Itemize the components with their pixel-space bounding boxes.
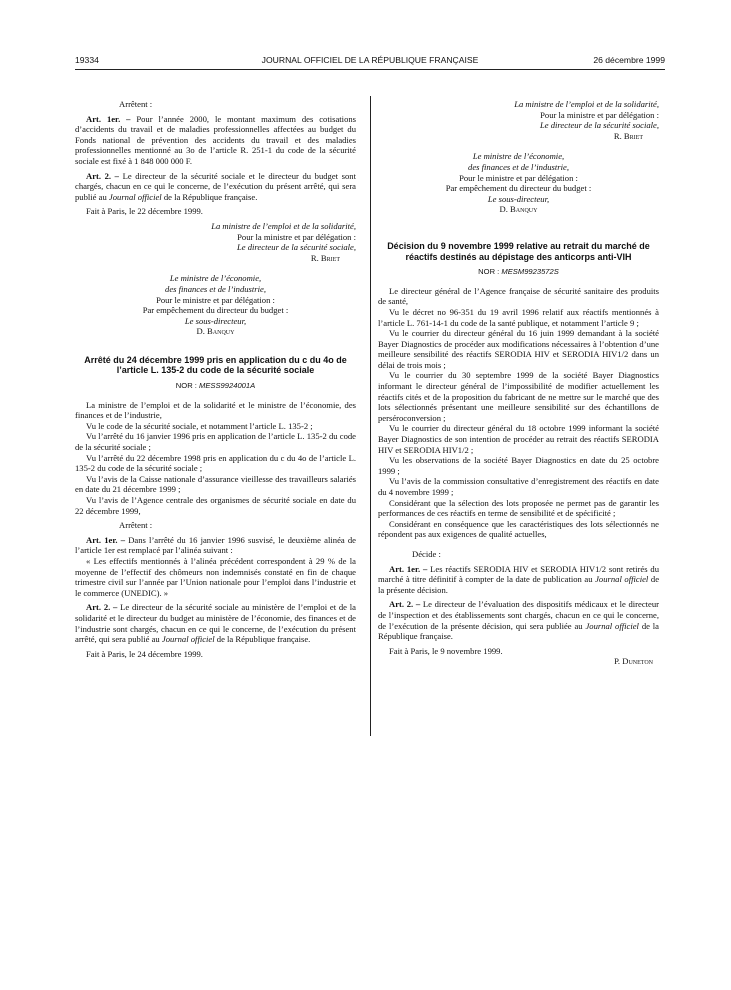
visa: Vu le courrier du directeur général du 16 juin 1999 demandant à la société Bayer Diagnostics de procéder aux modifications nécessaires à l’obtention d’une meilleure sensibilité des réactifs SERODIA HIV et SERODIA HIV1/2 dans un délai de trois mois ; bbox=[378, 328, 659, 370]
signing-place-date: Fait à Paris, le 24 décembre 1999. bbox=[86, 648, 203, 659]
article-text: Le directeur de la sécurité sociale au ministère de l’emploi et de la solidarité et le directeur du budget au ministère de l’économie, des finances et de l’industrie sont chargés, chacun en ce qui le concerne, de l’exécution du présent arrêté, qui sera publié au bbox=[75, 602, 356, 645]
article-text: de la République française. bbox=[378, 620, 659, 642]
considerant: Considérant que la sélection des lots proposée ne permet pas de garantir les performances de ces réactifs en terme de sensibilité et de spécificité ; bbox=[378, 497, 659, 519]
preamble: La ministre de l’emploi et de la solidarité et le ministre de l’économie, des finances et de l’industrie, bbox=[75, 399, 356, 421]
signatory-name: R. Briet bbox=[613, 130, 643, 141]
signatory-title: Le ministre de l’économie, bbox=[169, 273, 262, 284]
signatory-title: des finances et de l’industrie, bbox=[468, 161, 569, 172]
decide-heading: Décide : bbox=[412, 548, 441, 559]
page-header bbox=[75, 55, 665, 69]
article-text: de la République française. bbox=[216, 634, 311, 645]
article-text: de la République française. bbox=[163, 191, 258, 202]
article-text: Pour l’année 2000, le montant maximum des cotisations d’accidents du travail et de maladies professionnelles affectées au budget du Fonds national de prévention des accidents du travail et des maladies professionnelles mentionné au 3o de l’article R. 251-1 du code de la sécurité sociale est fixé à 1 848 000 000 F. bbox=[75, 113, 357, 166]
signatory-role: Le directeur de la sécurité sociale, bbox=[236, 242, 356, 253]
article-text: Dans l’arrêté du 16 janvier 1996 susvisé, le deuxième alinéa de l’article 1er est remplacé par l’alinéa suivant : bbox=[75, 534, 356, 556]
article-label: Art. 2. – bbox=[86, 602, 118, 613]
journal-officiel-ref: Journal officiel bbox=[108, 191, 162, 202]
signature-block-economie bbox=[75, 273, 356, 337]
visa: Vu le courrier du directeur général du 18 octobre 1999 informant la société Bayer Diagnostics de son intention de procéder au retrait des réactifs SERODIA HIV et SERODIA HIV1/2 ; bbox=[378, 423, 659, 455]
issue-date: 26 décembre 1999 bbox=[593, 55, 665, 65]
signatory-role: Le sous-directeur, bbox=[184, 315, 247, 326]
visa: Vu l’avis de la Caisse nationale d’assurance vieillesse des travailleurs salariés en date du 21 décembre 1999 ; bbox=[75, 473, 356, 495]
delegation-line: Pour le ministre et par délégation : bbox=[156, 294, 275, 305]
article-text: Le directeur de l’évaluation des dispositifs médicaux et le directeur de l’inspection et des établissements sont chargés, chacun en ce qui le concerne, de l’exécution de la présente décision, qui sera publiée au bbox=[378, 599, 659, 631]
visa: Vu l’avis de la commission consultative d’enregistrement des réactifs en date du 4 novembre 1999 ; bbox=[378, 476, 659, 497]
article-label: Art. 2. – bbox=[389, 599, 421, 610]
article-2 bbox=[378, 599, 659, 641]
delegation-line: Par empêchement du directeur du budget : bbox=[142, 305, 289, 316]
quoted-paragraph: « Les effectifs mentionnés à l’alinéa précédent correspondent à 29 % de la moyenne de l’effectif des chômeurs non indemnisés constaté en fin de chaque trimestre civil sur l’année par l’Union nationale pour l’emploi dans l’industrie et le commerce (UNEDIC). » bbox=[75, 555, 356, 598]
signatory-title: Le ministre de l’économie, bbox=[472, 151, 565, 162]
article-2 bbox=[75, 171, 356, 203]
journal-officiel-ref: Journal officiel bbox=[161, 634, 215, 645]
signatory-role: Le directeur de la sécurité sociale, bbox=[539, 120, 659, 131]
article-label: Art. 1er. – bbox=[389, 563, 428, 574]
signatory-name: P. Duneton bbox=[614, 656, 653, 667]
arrete-title: Arrêté du 24 décembre 1999 pris en application du c du 4o de l’article L. 135-2 du code de la sécurité sociale bbox=[84, 354, 347, 376]
signatory-name: D. Banquy bbox=[499, 204, 538, 215]
delegation-line: Pour la ministre et par délégation : bbox=[540, 109, 659, 120]
signing-place-date: Fait à Paris, le 22 décembre 1999. bbox=[86, 206, 203, 217]
article-label: Art. 1er. – bbox=[86, 534, 125, 545]
left-column bbox=[75, 99, 356, 659]
article-1 bbox=[75, 114, 356, 167]
signatory-name: R. Briet bbox=[310, 252, 340, 263]
article-text: Le directeur de la sécurité sociale et le directeur du budget sont chargés, chacun en ce qui le concerne, de l’exécution du présent arrêté, qui sera publié au bbox=[75, 170, 356, 202]
article-1 bbox=[75, 535, 356, 556]
visa: Vu les observations de la société Bayer Diagnostics en date du 25 octobre 1999 ; bbox=[378, 455, 659, 476]
visa: Vu le courrier du 30 septembre 1999 de la société Bayer Diagnostics informant le directeur général de l’impossibilité de modifier actuellement les réactifs cités et de la proposition du fabricant de ne mettre sur le marché que des lots sélectionnés présentant une meilleure sensibilité sur des échantillons de perséroconversion ; bbox=[378, 370, 659, 423]
header-rule bbox=[75, 69, 665, 70]
journal-title: JOURNAL OFFICIEL DE LA RÉPUBLIQUE FRANÇAISE bbox=[261, 55, 479, 65]
visa: Vu le décret no 96-351 du 19 avril 1996 relatif aux réactifs mentionnés à l’article L. 761-14-1 du code de la santé publique, et notamment l’article 9 ; bbox=[378, 306, 659, 328]
visa: Vu l’arrêté du 22 décembre 1998 pris en application du c du 4o de l’article L. 135-2 du code de la sécurité sociale ; bbox=[75, 452, 356, 474]
signature-block-emploi bbox=[75, 221, 356, 263]
delegation-line: Par empêchement du directeur du budget : bbox=[445, 183, 592, 194]
nor-code: MESS9924001A bbox=[199, 381, 256, 391]
delegation-line: Pour la ministre et par délégation : bbox=[237, 231, 356, 242]
journal-officiel-ref: Journal officiel bbox=[585, 620, 639, 631]
signatory-role: Le sous-directeur, bbox=[487, 193, 550, 204]
decision-title: Décision du 9 novembre 1999 relative au retrait du marché de réactifs destinés au dépistage des anticorps anti-VIH bbox=[387, 240, 650, 262]
article-label: Art. 2. – bbox=[86, 170, 119, 181]
arretent-heading: Arrêtent : bbox=[119, 99, 153, 109]
article-label: Art. 1er. – bbox=[86, 113, 131, 124]
signatory-title: des finances et de l’industrie, bbox=[165, 283, 266, 294]
nor-reference bbox=[75, 381, 356, 392]
column-divider bbox=[370, 96, 371, 736]
arretent-heading: Arrêtent : bbox=[119, 520, 153, 531]
signatory-title: La ministre de l’emploi et de la solidarité, bbox=[514, 99, 659, 109]
article-1 bbox=[378, 564, 659, 596]
signature-block-emploi bbox=[378, 99, 659, 141]
signature-block-economie bbox=[378, 151, 659, 215]
signing-place-date: Fait à Paris, le 9 novembre 1999. bbox=[389, 645, 503, 656]
journal-officiel-ref: Journal officiel bbox=[595, 574, 649, 585]
nor-label: NOR : bbox=[478, 267, 500, 277]
signatory-title: La ministre de l’emploi et de la solidarité, bbox=[211, 220, 356, 231]
nor-label: NOR : bbox=[175, 381, 197, 391]
nor-code: MESM9923572S bbox=[501, 267, 559, 277]
visa: Vu l’arrêté du 16 janvier 1996 pris en application de l’article L. 135-2 du code de la sécurité sociale ; bbox=[75, 431, 356, 453]
visa: Vu l’avis de l’Agence centrale des organismes de sécurité sociale en date du 22 décembre 1999, bbox=[75, 495, 356, 516]
article-text: Les réactifs SERODIA HIV et SERODIA HIV1/2 sont retirés du marché à titre définitif à compter de la date de publication au bbox=[378, 563, 659, 585]
article-text: de la présente décision. bbox=[378, 574, 660, 595]
article-2 bbox=[75, 602, 356, 644]
nor-reference bbox=[378, 267, 659, 278]
preamble: Le directeur général de l’Agence française de sécurité sanitaire des produits de santé, bbox=[378, 285, 659, 307]
page-number: 19334 bbox=[75, 55, 99, 65]
signatory-name: D. Banquy bbox=[196, 326, 235, 337]
right-column bbox=[378, 99, 659, 667]
considerant: Considérant en conséquence que les caractéristiques des lots sélectionnés ne répondent pas aux exigences de qualité actuelles, bbox=[378, 518, 659, 540]
delegation-line: Pour le ministre et par délégation : bbox=[459, 172, 578, 183]
visa: Vu le code de la sécurité sociale, et notamment l’article L. 135-2 ; bbox=[86, 420, 313, 431]
